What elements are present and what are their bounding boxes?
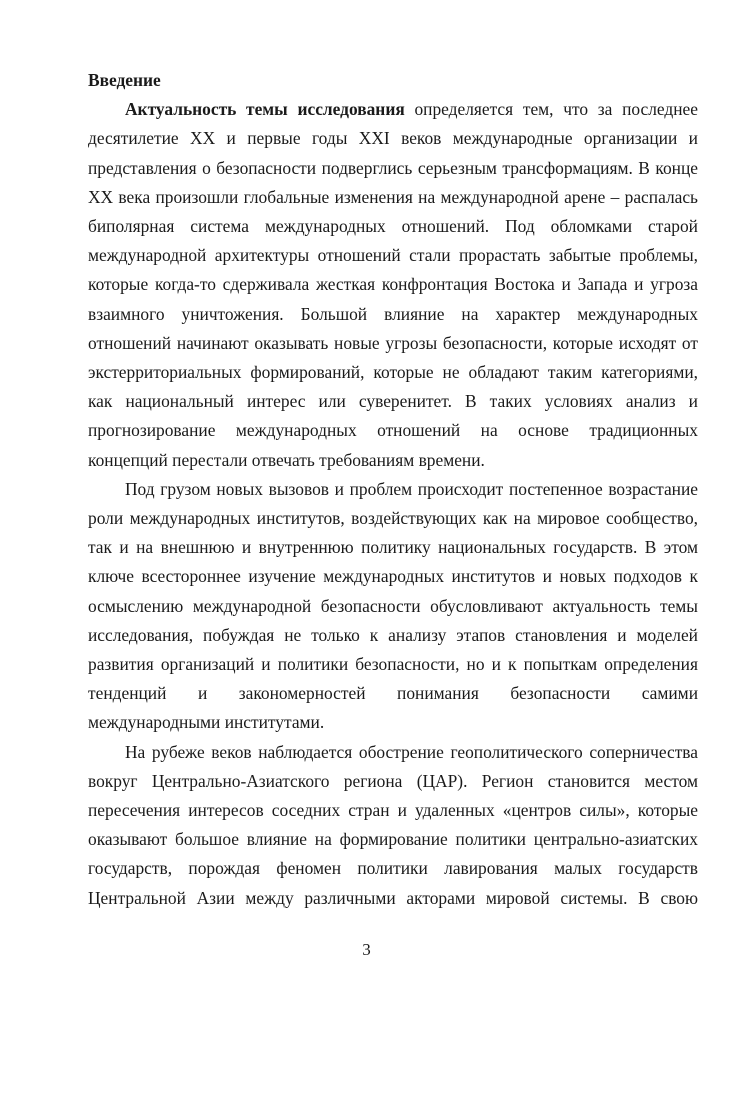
paragraph-text: определяется тем, что за последнее десятилетие XX и первые годы XXI веков международные организации и представления о безопасности подверглись серьезным трансформациям. В конце XX века произошли глобальные изменения на международной арене – распалась биполярная система международных отношений. Под обломками старой международной архитектуры отношений стали прорастать забытые проблемы, которые когда-то сдерживала жесткая конфронтация Востока и Запада и угроза взаимного уничтожения. Большой влияние на характер международных отношений начинают оказывать новые угрозы безопасности, которые исходят от экстерриториальных формирований, которые не обладают таким категориями, как национальный интерес или суверенитет. В таких условиях анализ и прогнозирование международных отношений на основе традиционных концепций перестали отвечать требованиям времени. <box>88 99 698 470</box>
page-number: 3 <box>362 940 371 959</box>
section-heading: Введение <box>88 70 161 90</box>
paragraph-institutions: Под грузом новых вызовов и проблем происходит постепенное возрастание роли международных институтов, воздействующих как на мировое сообщество, так и на внешнюю и внутреннюю политику национальных государств. В этом ключе всестороннее изучение международных институтов и новых подходов к осмыслению международной безопасности обусловливают актуальность темы исследования, побуждая не только к анализу этапов становления и моделей развития организаций и политики безопасности, но и к попыткам определения тенденций и закономерностей понимания безопасности самими международными институтами. <box>88 478 698 733</box>
paragraph-central-asia: На рубеже веков наблюдается обострение геополитического соперничества вокруг Центрально-Азиатского региона (ЦАР). Регион становится местом пересечения интересов соседних стран и удаленных «центров силы», которые оказывают большое влияние на формирование политики центрально-азиатских государств, порождая феномен политики лавирования малых государств Центральной Азии между различными акторами мировой системы. В свою <box>88 741 698 908</box>
paragraph-relevance <box>88 95 698 475</box>
relevance-lead: Актуальность темы исследования <box>125 99 405 120</box>
document-page <box>88 66 698 913</box>
